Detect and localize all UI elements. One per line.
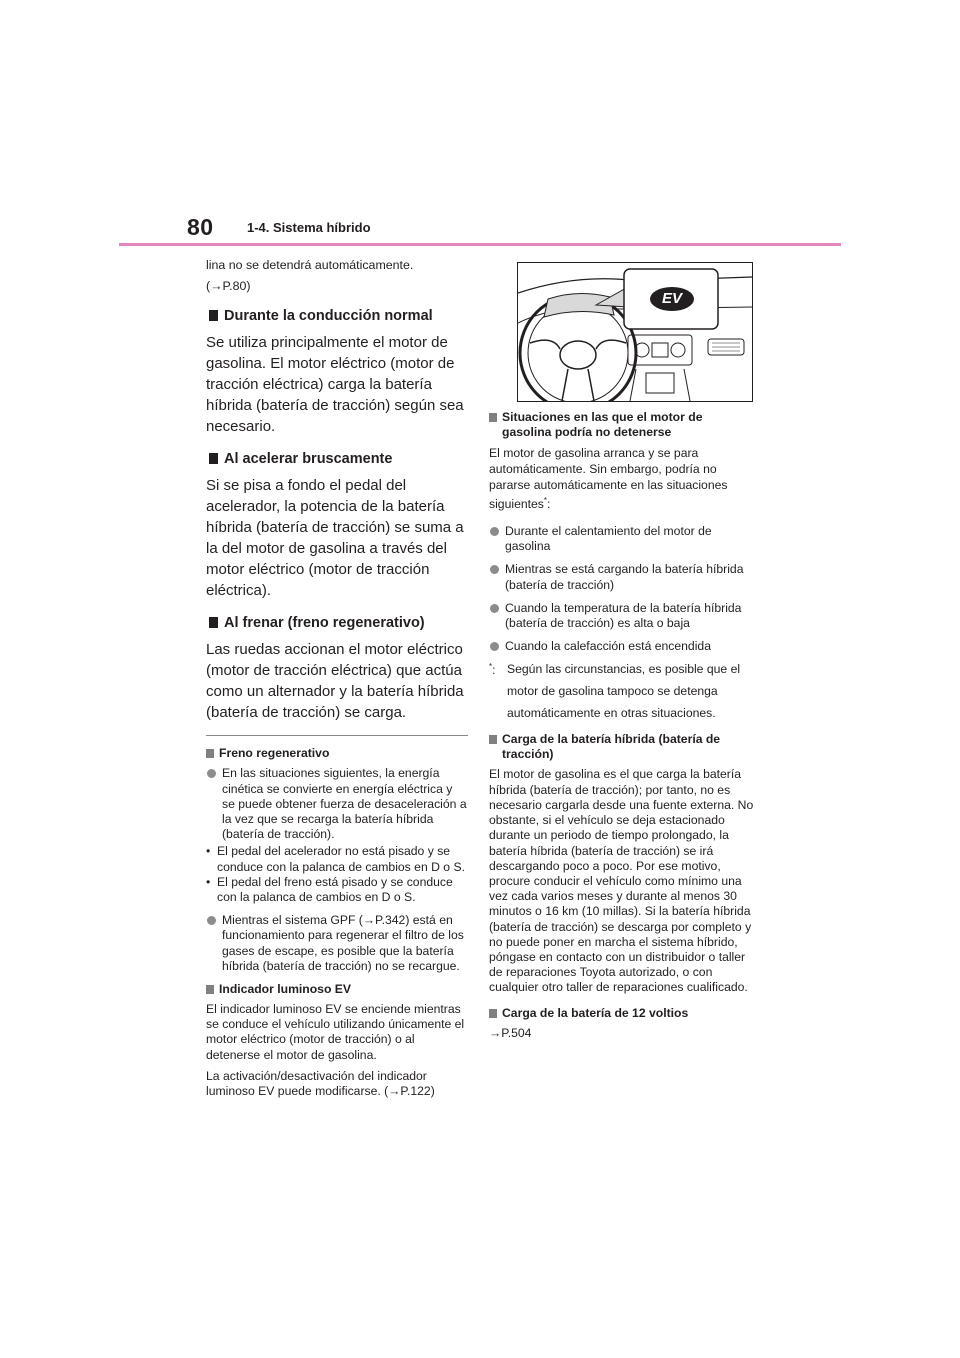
section-title: 1-4. Sistema híbrido <box>247 220 371 235</box>
bullet-situation-2 <box>489 562 755 592</box>
footnote-asterisk: * <box>489 662 493 672</box>
footnote-text: Según las circunstancias, es posible que el motor de gasolina tampoco se detenga automáticamente en otras situaciones. <box>507 662 741 721</box>
page-reference: (→P.80) <box>206 279 251 294</box>
bullet-text: En las situaciones siguientes, la energía cinética se convierte en energía eléctrica y se puede obtener fuerza de desaceleración a la vez que se recarga la batería híbrida (batería de tracción). <box>222 766 467 842</box>
footnote-mark: * <box>543 496 548 505</box>
situations-text: El motor de gasolina arranca y se para automáticamente. Sin embargo, podría no pararse automáticamente en las situaciones siguientes <box>489 446 728 512</box>
paragraph-normal-driving: Se utiliza principalmente el motor de gasolina. El motor eléctrico (motor de tracción eléctrica) carga la batería híbrida (batería de tracción) según sea necesario. <box>206 334 464 436</box>
ev-badge-label: EV <box>661 290 682 307</box>
footnote-label <box>489 656 496 681</box>
bullet-situation-1 <box>489 524 755 554</box>
left-column <box>206 258 468 1105</box>
heading-ev-indicator: Indicador luminoso EV <box>206 982 468 997</box>
reference-12v-battery: →P.504 <box>489 1025 532 1040</box>
ev-badge <box>650 287 694 311</box>
bullet-situation-3 <box>489 601 755 631</box>
page-number: 80 <box>187 214 214 240</box>
bullet-text: Cuando la temperatura de la batería híbrida (batería de tracción) es alta o baja <box>505 600 742 631</box>
heading-normal-driving: Durante la conducción normal <box>206 306 468 326</box>
sub-item-2: • El pedal del freno está pisado y se conduce con la palanca de cambios en D o S. <box>206 875 468 905</box>
right-column <box>489 262 755 1047</box>
bullet-text: Mientras se está cargando la batería híbrida (batería de tracción) <box>505 562 744 592</box>
bullet-text: Cuando la calefacción está encendida <box>505 639 711 654</box>
paragraph-ev-1: El indicador luminoso EV se enciende mientras se conduce el vehículo utilizando únicamente el motor eléctrico (motor de tracción) o al detenerse el motor de gasolina. <box>206 1002 465 1062</box>
sub-list <box>206 844 468 905</box>
paragraph-braking: Las ruedas accionan el motor eléctrico (motor de tracción eléctrica) que actúa como un alternador y la batería híbrida (batería de tracción) se carga. <box>206 641 464 722</box>
footnote-colon: : <box>492 663 496 678</box>
bullet-text: Mientras el sistema GPF (→P.342) está en funcionamiento para regenerar el filtro de los gases de escape, es posible que la batería híbrida (batería de tracción) no se recargue. <box>222 913 464 973</box>
heading-hybrid-battery-charge: Carga de la batería híbrida (batería de tracción) <box>489 732 755 762</box>
heading-regenerative-brake: Freno regenerativo <box>206 746 468 761</box>
sub-item-1: • El pedal del acelerador no está pisado y se conduce con la palanca de cambios en D o S. <box>206 844 468 874</box>
situations-colon: : <box>547 497 551 512</box>
dashboard-illustration <box>518 263 752 401</box>
bullet-regen-2 <box>206 913 468 974</box>
heading-12v-battery: Carga de la batería de 12 voltios <box>489 1006 755 1021</box>
notes-divider <box>206 735 468 736</box>
heading-braking: Al frenar (freno regenerativo) <box>206 613 468 633</box>
heading-accelerating: Al acelerar bruscamente <box>206 449 468 469</box>
header-rule <box>119 243 841 246</box>
paragraph-ev-2: La activación/desactivación del indicador luminoso EV puede modificarse. (→P.122) <box>206 1068 435 1099</box>
bullet-text: Durante el calentamiento del motor de gasolina <box>505 524 712 554</box>
bullet-regen-1 <box>206 766 468 842</box>
footnote <box>489 658 755 724</box>
bullet-situation-4 <box>489 639 755 654</box>
dashboard-figure <box>517 262 753 402</box>
continued-text: lina no se detendrá automáticamente. <box>206 258 414 272</box>
heading-situations: Situaciones en las que el motor de gasolina podría no detenerse <box>489 410 755 440</box>
paragraph-accelerating: Si se pisa a fondo el pedal del acelerador, la potencia de la batería híbrida (batería de tracción) se suma a la del motor de gasolina a través del motor eléctrico (motor de tracción eléctrica). <box>206 477 464 600</box>
paragraph-hybrid-battery-charge: El motor de gasolina es el que carga la batería híbrida (batería de tracción); por tanto, no es necesario cargarla desde una fuente externa. No obstante, si el vehículo se deja estacionado durante un periodo de tiempo prolongado, la batería híbrida (batería de tracción) se irá descargando poco a poco. Por ese motivo, procure conducir el vehículo como mínimo una vez cada varios meses y durante al menos 30 minutos o 16 km (10 millas). Si la batería híbrida (batería de tracción) se descarga por completo y no puede poner en marcha el sistema híbrido, póngase en contacto con un distribuidor o taller de reparaciones Toyota autorizado, o con cualquier otro taller de reparaciones cualificado. <box>489 767 754 995</box>
paragraph-situations <box>489 445 755 512</box>
